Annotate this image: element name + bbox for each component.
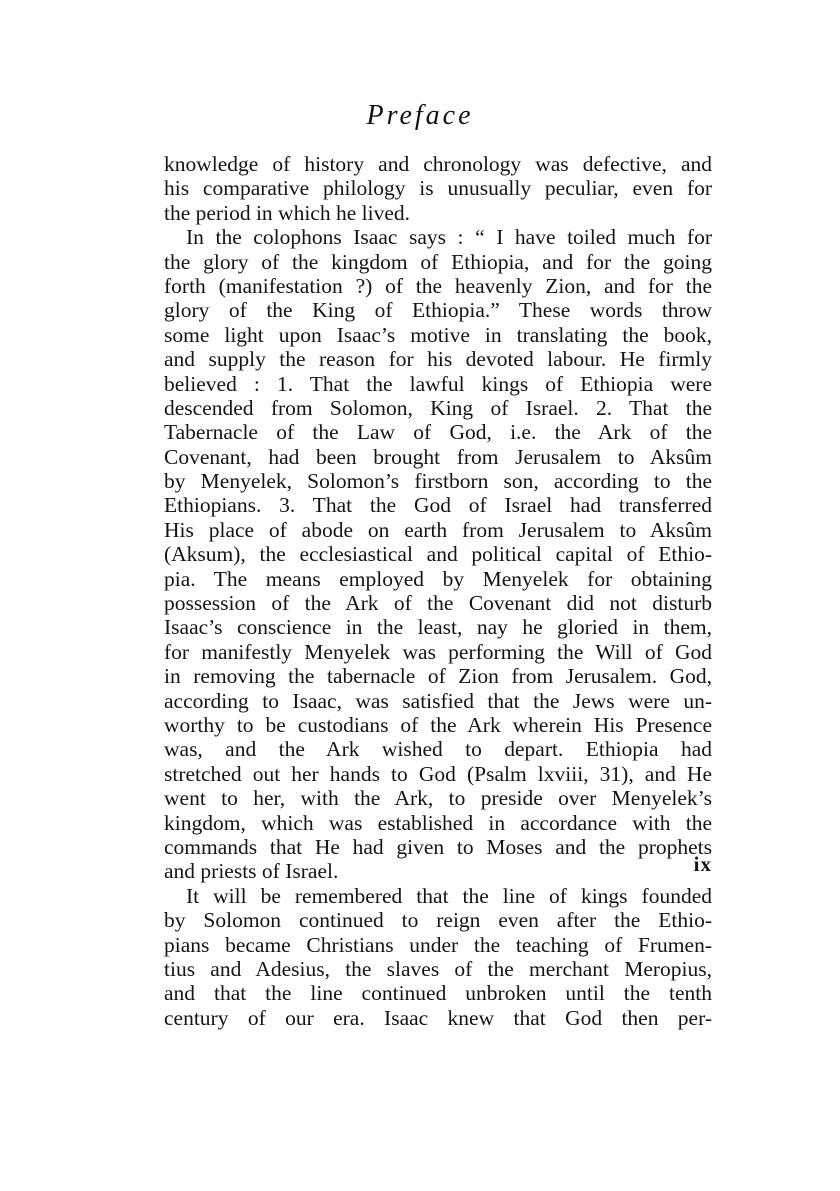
text-line: was, and the Ark wished to depart. Ethiopia had <box>164 737 712 762</box>
text-line: It will be remembered that the line of kings founded <box>186 883 712 908</box>
text-line: possession of the Ark of the Covenant did not disturb <box>164 591 712 616</box>
text-line: went to her, with the Ark, to preside over Menyelek’s <box>164 786 712 811</box>
text-line: and that the line continued unbroken until the tenth <box>164 981 712 1006</box>
text-line: In the colophons Isaac says : “ I have toiled much for <box>186 225 712 250</box>
page-title: Preface <box>366 100 474 131</box>
text-line: commands that He had given to Moses and the prophets <box>164 834 712 859</box>
text-line: Ethiopians. 3. That the God of Israel had transferred <box>164 493 712 518</box>
text-line: by Solomon continued to reign even after the Ethio- <box>164 908 712 933</box>
text-line: his comparative philology is unusually peculiar, even for <box>164 176 712 201</box>
page-number: ix <box>693 852 712 876</box>
text-line: stretched out her hands to God (Psalm lxviii, 31), and He <box>164 761 712 786</box>
body-text <box>164 152 712 1030</box>
text-line: Tabernacle of the Law of God, i.e. the Ark of the <box>164 420 712 445</box>
text-line: according to Isaac, was satisfied that the Jews were un- <box>164 688 712 713</box>
text-line: pians became Christians under the teaching of Frumen- <box>164 932 712 957</box>
text-line: kingdom, which was established in accordance with the <box>164 810 712 835</box>
text-line: (Aksum), the ecclesiastical and political capital of Ethio- <box>164 542 712 567</box>
text-line: the period in which he lived. <box>164 200 410 225</box>
text-line: His place of abode on earth from Jerusalem to Aksûm <box>164 517 712 542</box>
text-line: knowledge of history and chronology was defective, and <box>164 152 712 176</box>
text-line: believed : 1. That the lawful kings of Ethiopia were <box>164 371 712 396</box>
text-line: and supply the reason for his devoted labour. He firmly <box>164 347 712 372</box>
text-line: Isaac’s conscience in the least, nay he gloried in them, <box>164 615 712 640</box>
text-line: some light upon Isaac’s motive in translating the book, <box>164 322 712 347</box>
text-line: worthy to be custodians of the Ark wherein His Presence <box>164 712 712 737</box>
text-line: pia. The means employed by Menyelek for obtaining <box>164 566 712 591</box>
text-line: forth (manifestation ?) of the heavenly Zion, and for the <box>164 273 712 298</box>
text-line: Covenant, had been brought from Jerusalem to Aksûm <box>164 444 712 469</box>
text-line: tius and Adesius, the slaves of the merchant Meropius, <box>164 956 712 981</box>
text-line: glory of the King of Ethiopia.” These words throw <box>164 298 712 323</box>
text-line: for manifestly Menyelek was performing the Will of God <box>164 639 712 664</box>
text-line: in removing the tabernacle of Zion from Jerusalem. God, <box>164 664 712 689</box>
text-line: by Menyelek, Solomon’s firstborn son, according to the <box>164 469 712 494</box>
text-line: and priests of Israel. <box>164 859 339 884</box>
text-line: the glory of the kingdom of Ethiopia, and for the going <box>164 249 712 274</box>
text-line: century of our era. Isaac knew that God then per- <box>164 1005 712 1030</box>
text-line: descended from Solomon, King of Israel. 2. That the <box>164 395 712 420</box>
